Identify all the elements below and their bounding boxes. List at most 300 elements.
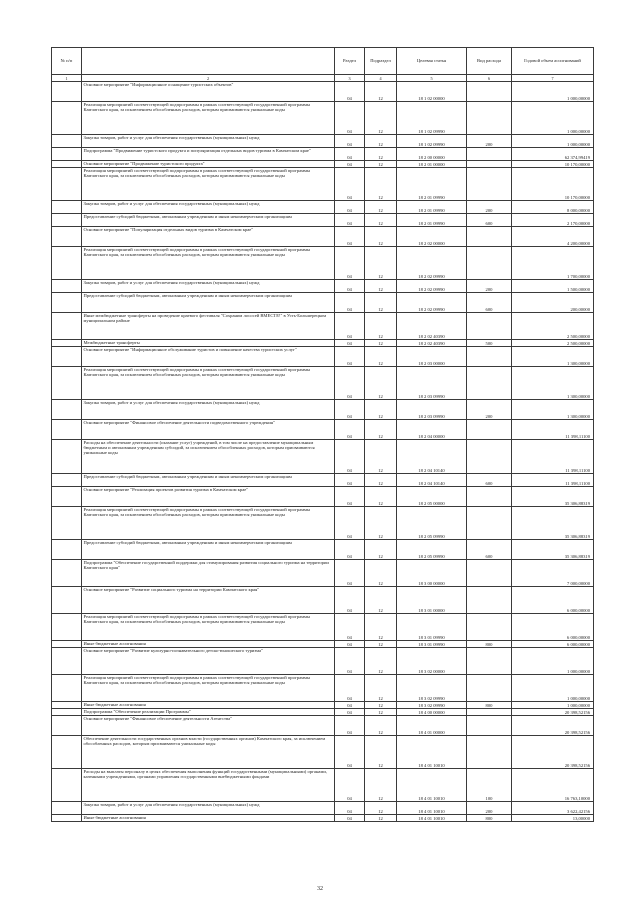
row-amount-cell: 16 763,10000	[512, 769, 594, 802]
row-number-cell	[52, 247, 82, 280]
row-name-cell: Предоставление субсидий бюджетным, автономным учреждениям и иным некоммерческим организациям	[82, 214, 335, 227]
table-row	[52, 168, 594, 201]
row-podrazdel-cell: 12	[365, 293, 397, 313]
row-podrazdel-cell: 12	[365, 736, 397, 769]
row-vid-cell	[467, 247, 512, 280]
row-amount-cell: 1 000,00000	[512, 648, 594, 675]
budget-allocation-table	[51, 47, 594, 822]
row-number-cell	[52, 102, 82, 135]
table-row	[52, 802, 594, 815]
row-vid-cell: 200	[467, 280, 512, 293]
row-statya-cell: 18 4 01 00000	[397, 716, 467, 736]
row-statya-cell: 18 2 05 09990	[397, 540, 467, 560]
row-statya-cell: 18 2 02 09990	[397, 280, 467, 293]
row-amount-cell: 13,00000	[512, 815, 594, 822]
row-name-cell: Основное мероприятие "Финансовое обеспечение деятельности подведомственного учреждения"	[82, 420, 335, 440]
row-statya-cell: 18 2 05 00000	[397, 487, 467, 507]
row-razdel-cell: 04	[335, 420, 365, 440]
row-razdel-cell: 04	[335, 736, 365, 769]
row-podrazdel-cell: 12	[365, 82, 397, 102]
row-vid-cell	[467, 675, 512, 702]
table-header	[52, 48, 594, 82]
row-podrazdel-cell: 12	[365, 148, 397, 161]
row-name-cell: Основное мероприятие "Информационное оснащение туристских объектов"	[82, 82, 335, 102]
row-statya-cell: 18 1 02 09990	[397, 135, 467, 148]
row-vid-cell	[467, 709, 512, 716]
row-number-cell	[52, 507, 82, 540]
row-statya-cell: 18 3 00 00000	[397, 560, 467, 587]
row-name-cell: Основное мероприятие "Финансовое обеспечение деятельности Агентства"	[82, 716, 335, 736]
row-statya-cell: 18 2 02 00000	[397, 227, 467, 247]
row-name-cell: Межбюджетные трансферты	[82, 340, 335, 347]
row-amount-cell: 1 000,00000	[512, 675, 594, 702]
row-amount-cell: 4 200,00000	[512, 227, 594, 247]
row-vid-cell	[467, 161, 512, 168]
row-amount-cell: 2 170,00000	[512, 214, 594, 227]
row-podrazdel-cell: 12	[365, 507, 397, 540]
table-row	[52, 675, 594, 702]
row-razdel-cell: 04	[335, 135, 365, 148]
row-name-cell: Реализация мероприятий соответствующей подпрограммы в рамках соответствующей государственной программы Камчатского края, за исключением обособленных расходов, которым присваиваются уникальные коды	[82, 614, 335, 641]
row-razdel-cell: 04	[335, 641, 365, 648]
row-amount-cell: 62 374,99419	[512, 148, 594, 161]
row-amount-cell: 6 000,00000	[512, 587, 594, 614]
row-name-cell: Расходы на выплаты персоналу в целях обеспечения выполнения функций государственными (муниципальными) органами, казенными учреждениями, органами управления государственными внебюджетными фондами	[82, 769, 335, 802]
row-name-cell: Подпрограмма "Обеспечение государственной поддержки для стимулирования развития социального туризма на территории Камчатского края"	[82, 560, 335, 587]
row-podrazdel-cell: 12	[365, 227, 397, 247]
row-razdel-cell: 04	[335, 293, 365, 313]
row-amount-cell: 2 500,00000	[512, 313, 594, 340]
row-vid-cell	[467, 440, 512, 474]
row-vid-cell	[467, 614, 512, 641]
row-podrazdel-cell: 12	[365, 340, 397, 347]
row-podrazdel-cell: 12	[365, 247, 397, 280]
row-number-cell	[52, 540, 82, 560]
row-statya-cell: 18 4 01 10010	[397, 802, 467, 815]
table-row	[52, 769, 594, 802]
row-name-cell: Реализация мероприятий соответствующей подпрограммы в рамках соответствующей государственной программы Камчатского края, за исключением обособленных расходов, которым присваиваются уникальные коды	[82, 168, 335, 201]
row-podrazdel-cell: 12	[365, 540, 397, 560]
row-number-cell	[52, 702, 82, 709]
row-amount-cell: 10 170,00000	[512, 161, 594, 168]
table-row	[52, 540, 594, 560]
row-razdel-cell: 04	[335, 540, 365, 560]
table-row	[52, 148, 594, 161]
row-vid-cell: 800	[467, 702, 512, 709]
row-podrazdel-cell: 12	[365, 648, 397, 675]
column-number: 3	[335, 75, 365, 82]
row-name-cell: Закупка товаров, работ и услуг для обеспечения государственных (муниципальных) нужд	[82, 802, 335, 815]
table-row	[52, 340, 594, 347]
row-name-cell: Предоставление субсидий бюджетным, автономным учреждениям и иным некоммерческим организациям	[82, 293, 335, 313]
row-name-cell: Подпрограмма "Обеспечение реализации Программы"	[82, 709, 335, 716]
row-number-cell	[52, 736, 82, 769]
row-name-cell: Предоставление субсидий бюджетным, автономным учреждениям и иным некоммерческим организациям	[82, 540, 335, 560]
row-statya-cell: 18 2 03 00000	[397, 347, 467, 367]
row-podrazdel-cell: 12	[365, 614, 397, 641]
row-statya-cell: 18 2 01 09990	[397, 168, 467, 201]
table-row	[52, 648, 594, 675]
table-row	[52, 227, 594, 247]
row-podrazdel-cell: 12	[365, 641, 397, 648]
table-row	[52, 313, 594, 340]
row-number-cell	[52, 614, 82, 641]
row-name-cell: Основное мероприятие "Информационное обслуживание туристов и повышение качества туристских услуг"	[82, 347, 335, 367]
row-podrazdel-cell: 12	[365, 560, 397, 587]
row-vid-cell: 800	[467, 815, 512, 822]
row-number-cell	[52, 560, 82, 587]
row-amount-cell: 1 500,00000	[512, 280, 594, 293]
row-amount-cell: 6 000,00000	[512, 614, 594, 641]
row-podrazdel-cell: 12	[365, 587, 397, 614]
row-amount-cell: 8 000,00000	[512, 201, 594, 214]
table-row	[52, 440, 594, 474]
row-amount-cell: 1 700,00000	[512, 247, 594, 280]
column-number-row	[52, 75, 594, 82]
budget-table-sheet	[51, 47, 593, 822]
table-row	[52, 702, 594, 709]
table-row	[52, 82, 594, 102]
row-amount-cell: 1 000,00000	[512, 102, 594, 135]
row-podrazdel-cell: 12	[365, 709, 397, 716]
row-name-cell: Реализация мероприятий соответствующей подпрограммы в рамках соответствующей государственной программы Камчатского края, за исключением обособленных расходов, которым присваиваются уникальные коды	[82, 247, 335, 280]
column-number: 2	[82, 75, 335, 82]
row-vid-cell: 500	[467, 340, 512, 347]
row-statya-cell: 18 3 02 00000	[397, 648, 467, 675]
row-razdel-cell: 04	[335, 614, 365, 641]
row-number-cell	[52, 487, 82, 507]
row-podrazdel-cell: 12	[365, 420, 397, 440]
row-podrazdel-cell: 12	[365, 135, 397, 148]
row-name-cell: Закупка товаров, работ и услуг для обеспечения государственных (муниципальных) нужд	[82, 135, 335, 148]
row-vid-cell: 200	[467, 135, 512, 148]
row-razdel-cell: 04	[335, 280, 365, 293]
table-row	[52, 815, 594, 822]
row-statya-cell: 18 4 01 10010	[397, 736, 467, 769]
row-amount-cell: 35 306,88319	[512, 540, 594, 560]
row-vid-cell	[467, 716, 512, 736]
row-vid-cell: 600	[467, 293, 512, 313]
row-razdel-cell: 04	[335, 560, 365, 587]
row-number-cell	[52, 769, 82, 802]
table-body	[52, 82, 594, 822]
row-vid-cell	[467, 148, 512, 161]
row-statya-cell: 18 2 01 09990	[397, 214, 467, 227]
row-vid-cell: 600	[467, 540, 512, 560]
table-row	[52, 161, 594, 168]
row-number-cell	[52, 168, 82, 201]
row-podrazdel-cell: 12	[365, 280, 397, 293]
row-name-cell: Основное мероприятие "Продвижение туристского продукта"	[82, 161, 335, 168]
header-vid: Вид расхода	[467, 48, 512, 75]
row-podrazdel-cell: 12	[365, 675, 397, 702]
row-number-cell	[52, 227, 82, 247]
row-number-cell	[52, 293, 82, 313]
column-number: 4	[365, 75, 397, 82]
row-vid-cell: 200	[467, 201, 512, 214]
row-statya-cell: 18 2 02 40390	[397, 313, 467, 340]
row-statya-cell: 18 2 02 09990	[397, 247, 467, 280]
row-statya-cell: 18 3 02 09990	[397, 675, 467, 702]
row-razdel-cell: 04	[335, 168, 365, 201]
header-number: № п/п	[52, 48, 82, 75]
row-statya-cell: 18 2 02 09990	[397, 293, 467, 313]
row-amount-cell: 1 300,00000	[512, 367, 594, 400]
row-podrazdel-cell: 12	[365, 716, 397, 736]
row-statya-cell: 18 1 02 09990	[397, 102, 467, 135]
row-name-cell: Иные бюджетные ассигнования	[82, 702, 335, 709]
row-amount-cell: 20 398,52156	[512, 736, 594, 769]
table-row	[52, 135, 594, 148]
row-number-cell	[52, 161, 82, 168]
row-statya-cell: 18 4 00 00000	[397, 709, 467, 716]
row-number-cell	[52, 340, 82, 347]
row-statya-cell: 18 2 01 00000	[397, 161, 467, 168]
row-name-cell: Закупка товаров, работ и услуг для обеспечения государственных (муниципальных) нужд	[82, 400, 335, 420]
row-number-cell	[52, 420, 82, 440]
row-razdel-cell: 04	[335, 201, 365, 214]
row-podrazdel-cell: 12	[365, 802, 397, 815]
row-name-cell: Иные бюджетные ассигнования	[82, 641, 335, 648]
table-row	[52, 280, 594, 293]
row-number-cell	[52, 802, 82, 815]
row-name-cell: Основное мероприятие "Развитие социального туризма на территории Камчатского края"	[82, 587, 335, 614]
row-amount-cell: 6 000,00000	[512, 641, 594, 648]
row-number-cell	[52, 148, 82, 161]
table-row	[52, 102, 594, 135]
table-row	[52, 487, 594, 507]
row-vid-cell	[467, 102, 512, 135]
row-name-cell: Обеспечение деятельности государственных органов власти (государственных органов) Камчатского края, за исключением обособленных расходов, которым присваиваются уникальные коды	[82, 736, 335, 769]
row-amount-cell: 7 000,00000	[512, 560, 594, 587]
row-number-cell	[52, 347, 82, 367]
table-row	[52, 420, 594, 440]
row-razdel-cell: 04	[335, 313, 365, 340]
table-row	[52, 367, 594, 400]
table-row	[52, 587, 594, 614]
row-amount-cell: 10 170,00000	[512, 168, 594, 201]
row-amount-cell: 1 000,00000	[512, 135, 594, 148]
row-razdel-cell: 04	[335, 148, 365, 161]
row-vid-cell	[467, 82, 512, 102]
row-vid-cell	[467, 227, 512, 247]
row-name-cell: Закупка товаров, работ и услуг для обеспечения государственных (муниципальных) нужд	[82, 201, 335, 214]
row-vid-cell	[467, 736, 512, 769]
column-number: 5	[397, 75, 467, 82]
row-number-cell	[52, 474, 82, 487]
row-number-cell	[52, 641, 82, 648]
row-name-cell: Основное мероприятие "Развитие культурно-познавательного детско-юношеского туризма"	[82, 648, 335, 675]
row-razdel-cell: 04	[335, 769, 365, 802]
row-razdel-cell: 04	[335, 648, 365, 675]
row-amount-cell: 11 398,11100	[512, 474, 594, 487]
row-statya-cell: 18 2 02 40390	[397, 340, 467, 347]
row-number-cell	[52, 367, 82, 400]
row-statya-cell: 18 4 01 10010	[397, 815, 467, 822]
row-podrazdel-cell: 12	[365, 367, 397, 400]
table-row	[52, 736, 594, 769]
row-amount-cell: 200,00000	[512, 293, 594, 313]
row-vid-cell	[467, 507, 512, 540]
row-amount-cell: 3 622,42156	[512, 802, 594, 815]
table-row	[52, 641, 594, 648]
header-razdel: Раздел	[335, 48, 365, 75]
column-number: 6	[467, 75, 512, 82]
row-amount-cell: 11 398,11100	[512, 440, 594, 474]
column-number: 7	[512, 75, 594, 82]
row-statya-cell: 18 4 01 10010	[397, 769, 467, 802]
row-podrazdel-cell: 12	[365, 161, 397, 168]
row-razdel-cell: 04	[335, 227, 365, 247]
header-amount: Годовой объем ассигнований	[512, 48, 594, 75]
row-number-cell	[52, 82, 82, 102]
row-statya-cell: 18 2 03 09990	[397, 367, 467, 400]
row-podrazdel-cell: 12	[365, 769, 397, 802]
row-name-cell: Предоставление субсидий бюджетным, автономным учреждениям и иным некоммерческим организациям	[82, 474, 335, 487]
row-number-cell	[52, 280, 82, 293]
row-podrazdel-cell: 12	[365, 214, 397, 227]
row-vid-cell	[467, 560, 512, 587]
row-number-cell	[52, 135, 82, 148]
row-amount-cell: 35 306,88319	[512, 507, 594, 540]
table-row	[52, 347, 594, 367]
row-number-cell	[52, 587, 82, 614]
row-razdel-cell: 04	[335, 367, 365, 400]
row-razdel-cell: 04	[335, 587, 365, 614]
row-name-cell: Реализация мероприятий соответствующей подпрограммы в рамках соответствующей государственной программы Камчатского края, за исключением обособленных расходов, которым присваиваются уникальные коды	[82, 675, 335, 702]
row-podrazdel-cell: 12	[365, 815, 397, 822]
row-vid-cell	[467, 367, 512, 400]
row-razdel-cell: 04	[335, 340, 365, 347]
row-podrazdel-cell: 12	[365, 487, 397, 507]
row-name-cell: Основное мероприятие "Реализация проектов развития туризма в Камчатском крае"	[82, 487, 335, 507]
row-amount-cell: 11 398,11100	[512, 420, 594, 440]
table-row	[52, 247, 594, 280]
row-razdel-cell: 04	[335, 400, 365, 420]
row-number-cell	[52, 440, 82, 474]
row-podrazdel-cell: 12	[365, 102, 397, 135]
header-name	[82, 48, 335, 75]
row-statya-cell: 18 3 01 00000	[397, 587, 467, 614]
row-razdel-cell: 04	[335, 507, 365, 540]
table-row	[52, 614, 594, 641]
row-name-cell: Реализация мероприятий соответствующей подпрограммы в рамках соответствующей государственной программы Камчатского края, за исключением обособленных расходов, которым присваиваются уникальные коды	[82, 102, 335, 135]
row-name-cell: Иные бюджетные ассигнования	[82, 815, 335, 822]
row-amount-cell: 2 500,00000	[512, 340, 594, 347]
row-razdel-cell: 04	[335, 709, 365, 716]
row-podrazdel-cell: 12	[365, 347, 397, 367]
row-number-cell	[52, 716, 82, 736]
row-vid-cell	[467, 313, 512, 340]
row-name-cell: Реализация мероприятий соответствующей подпрограммы в рамках соответствующей государственной программы Камчатского края, за исключением обособленных расходов, которым присваиваются уникальные коды	[82, 367, 335, 400]
row-number-cell	[52, 675, 82, 702]
row-statya-cell: 18 2 04 10140	[397, 440, 467, 474]
row-number-cell	[52, 709, 82, 716]
row-statya-cell: 18 2 04 10140	[397, 474, 467, 487]
row-vid-cell: 100	[467, 769, 512, 802]
row-podrazdel-cell: 12	[365, 474, 397, 487]
row-razdel-cell: 04	[335, 702, 365, 709]
row-razdel-cell: 04	[335, 161, 365, 168]
row-razdel-cell: 04	[335, 802, 365, 815]
row-statya-cell: 18 3 02 09990	[397, 702, 467, 709]
row-vid-cell: 600	[467, 214, 512, 227]
table-row	[52, 400, 594, 420]
table-row	[52, 709, 594, 716]
row-podrazdel-cell: 12	[365, 313, 397, 340]
table-row	[52, 716, 594, 736]
row-razdel-cell: 04	[335, 214, 365, 227]
column-number: 1	[52, 75, 82, 82]
row-statya-cell: 18 3 01 09990	[397, 614, 467, 641]
table-row	[52, 293, 594, 313]
row-razdel-cell: 04	[335, 440, 365, 474]
row-amount-cell: 20 398,52156	[512, 716, 594, 736]
row-amount-cell: 35 306,88319	[512, 487, 594, 507]
row-number-cell	[52, 815, 82, 822]
row-vid-cell	[467, 648, 512, 675]
row-razdel-cell: 04	[335, 716, 365, 736]
row-vid-cell: 600	[467, 474, 512, 487]
row-razdel-cell: 04	[335, 675, 365, 702]
row-number-cell	[52, 201, 82, 214]
row-vid-cell: 800	[467, 641, 512, 648]
row-amount-cell: 1 300,00000	[512, 347, 594, 367]
row-statya-cell: 18 2 01 09990	[397, 201, 467, 214]
page-number: 32	[317, 886, 323, 892]
row-vid-cell: 200	[467, 400, 512, 420]
row-number-cell	[52, 400, 82, 420]
row-razdel-cell: 04	[335, 82, 365, 102]
row-amount-cell: 20 398,52156	[512, 709, 594, 716]
row-statya-cell: 18 1 02 00000	[397, 82, 467, 102]
row-statya-cell: 18 2 05 09990	[397, 507, 467, 540]
row-razdel-cell: 04	[335, 815, 365, 822]
row-vid-cell	[467, 168, 512, 201]
row-name-cell: Реализация мероприятий соответствующей подпрограммы в рамках соответствующей государственной программы Камчатского края, за исключением обособленных расходов, которым присваиваются уникальные коды	[82, 507, 335, 540]
row-amount-cell: 1 300,00000	[512, 400, 594, 420]
table-row	[52, 214, 594, 227]
row-podrazdel-cell: 12	[365, 400, 397, 420]
table-row	[52, 201, 594, 214]
row-vid-cell	[467, 587, 512, 614]
row-name-cell: Закупка товаров, работ и услуг для обеспечения государственных (муниципальных) нужд	[82, 280, 335, 293]
header-statya: Целевая статья	[397, 48, 467, 75]
row-podrazdel-cell: 12	[365, 168, 397, 201]
row-razdel-cell: 04	[335, 247, 365, 280]
row-vid-cell: 200	[467, 802, 512, 815]
row-podrazdel-cell: 12	[365, 440, 397, 474]
row-number-cell	[52, 214, 82, 227]
row-razdel-cell: 04	[335, 474, 365, 487]
table-row	[52, 560, 594, 587]
table-row	[52, 507, 594, 540]
row-razdel-cell: 04	[335, 487, 365, 507]
row-statya-cell: 18 2 04 00000	[397, 420, 467, 440]
row-razdel-cell: 04	[335, 347, 365, 367]
row-razdel-cell: 04	[335, 102, 365, 135]
row-statya-cell: 18 2 03 09990	[397, 400, 467, 420]
row-name-cell: Основное мероприятие "Популяризация отдельных видов туризма в Камчатском крае"	[82, 227, 335, 247]
row-amount-cell: 1 000,00000	[512, 82, 594, 102]
header-podrazdel: Подраздел	[365, 48, 397, 75]
row-podrazdel-cell: 12	[365, 702, 397, 709]
row-statya-cell: 18 3 01 09990	[397, 641, 467, 648]
row-number-cell	[52, 648, 82, 675]
row-name-cell: Иные межбюджетные трансферты на проведение краевого фестиваля "Сохраним лососей ВМЕСТЕ!" в Усть-Большерецком муниципальном районе	[82, 313, 335, 340]
row-number-cell	[52, 313, 82, 340]
row-name-cell: Подпрограмма "Продвижение туристского продукта и популяризация отдельных видов туризма в Камчатском крае"	[82, 148, 335, 161]
